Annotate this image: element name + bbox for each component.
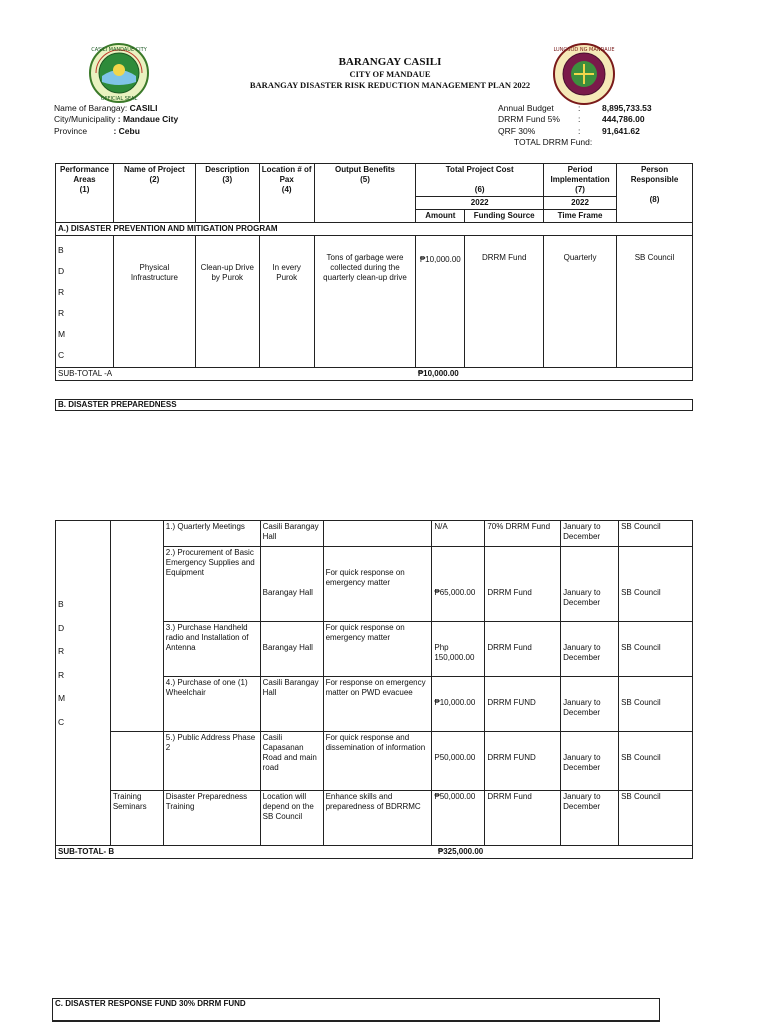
col-performance-areas: Performance Areas (1) bbox=[56, 164, 114, 223]
section-a-title: A.) DISASTER PREVENTION AND MITIGATION PROGRAM bbox=[56, 223, 693, 236]
row5-fund: DRRM FUND bbox=[485, 732, 561, 791]
annual-budget-value: 8,895,733.53 bbox=[602, 103, 652, 113]
row4-loc: Casili Barangay Hall bbox=[260, 677, 323, 732]
col-person-responsible: Person Responsible (8) bbox=[617, 164, 693, 223]
col-description: Description (3) bbox=[195, 164, 259, 223]
mandaue-city-seal-logo bbox=[552, 42, 616, 106]
row5-desc: 5.) Public Address Phase 2 bbox=[163, 732, 260, 791]
project-description: Clean-up Drive by Purok bbox=[195, 236, 259, 368]
row6-output: Enhance skills and preparedness of BDRRMC bbox=[323, 791, 432, 846]
bdrrmc-letters: B D R R M C bbox=[56, 236, 114, 368]
row6-loc: Location will depend on the SB Council bbox=[260, 791, 323, 846]
row2-fund: DRRM Fund bbox=[485, 547, 561, 622]
row6-fund: DRRM Fund bbox=[485, 791, 561, 846]
row5-period: January to December bbox=[561, 732, 619, 791]
row6-period: January to December bbox=[561, 791, 619, 846]
subtotal-a-value: ₱10,000.00 bbox=[416, 368, 693, 381]
svg-text:LUNGSOD NG MANDAUE: LUNGSOD NG MANDAUE bbox=[553, 47, 615, 53]
row3-fund: DRRM Fund bbox=[485, 622, 561, 677]
row2-person: SB Council bbox=[619, 547, 693, 622]
amount: ₱10,000.00 bbox=[416, 236, 465, 368]
barangay-seal-logo bbox=[88, 42, 150, 104]
province-info: Province : Cebu bbox=[54, 126, 140, 136]
row1-output bbox=[323, 521, 432, 547]
subtotal-b-label: SUB-TOTAL- B bbox=[56, 846, 432, 859]
drrm-fund-label: DRRM Fund 5% bbox=[498, 114, 560, 124]
row2-output: For quick response on emergency matter bbox=[323, 547, 432, 622]
output-benefits: Tons of garbage were collected during the quarterly clean-up drive bbox=[314, 236, 416, 368]
row2-amount: ₱65,000.00 bbox=[432, 547, 485, 622]
subtotal-a-label: SUB-TOTAL -A bbox=[56, 368, 416, 381]
row5-person: SB Council bbox=[619, 732, 693, 791]
row6-person: SB Council bbox=[619, 791, 693, 846]
section-a-table: Performance Areas (1) Name of Project (2) Description (3) Location # of Pax (4) Output Benefits (5) Total Project Cost (6) Period Implementation (7) Person Responsible (8) 2022 2022 Amount Funding Source Time Frame A.) DISASTER PREVENTION AND MITIGATION PROGRAM B D R R M C Physical Infrastructure Clean-up Drive by Purok In every Purok Tons of garbage were collected during the quarterly clean-up drive ₱10,000.00 DRRM Fund Quarterly SB Council SUB-TOTAL -A ₱10,000.00 bbox=[55, 163, 693, 381]
row4-period: January to December bbox=[561, 677, 619, 732]
city-subtitle: CITY OF MANDAUE bbox=[349, 69, 431, 79]
total-drrm-label: TOTAL DRRM Fund: bbox=[514, 137, 593, 147]
row1-period: January to December bbox=[561, 521, 619, 547]
section-b-table bbox=[55, 520, 693, 859]
row3-output: For quick response on emergency matter bbox=[323, 622, 432, 677]
row4-desc: 4.) Purchase of one (1) Wheelchair bbox=[163, 677, 260, 732]
row1-amount: N/A bbox=[432, 521, 485, 547]
col-funding-source: Funding Source bbox=[465, 210, 544, 223]
row2-desc: 2.) Procurement of Basic Emergency Supplies and Equipment bbox=[163, 547, 260, 622]
document-title: BARANGAY CASILI bbox=[338, 56, 442, 68]
drrm-fund-value: 444,786.00 bbox=[602, 114, 645, 124]
col-output-benefits: Output Benefits (5) bbox=[314, 164, 416, 223]
time-frame: Quarterly bbox=[544, 236, 617, 368]
row4-amount: ₱10,000.00 bbox=[432, 677, 485, 732]
section-c-title: C. DISASTER RESPONSE FUND 30% DRRM FUND bbox=[52, 998, 660, 1022]
project-location: In every Purok bbox=[259, 236, 314, 368]
col-amount: Amount bbox=[416, 210, 465, 223]
row3-amount: Php 150,000.00 bbox=[432, 622, 485, 677]
person-responsible: SB Council bbox=[617, 236, 693, 368]
row1-fund: 70% DRRM Fund bbox=[485, 521, 561, 547]
qrf-value: 91,641.62 bbox=[602, 126, 640, 136]
col-name-of-project: Name of Project (2) bbox=[113, 164, 195, 223]
col-location: Location # of Pax (4) bbox=[259, 164, 314, 223]
row5-output: For quick response and dissemination of information bbox=[323, 732, 432, 791]
svg-text:OFFICIAL SEAL: OFFICIAL SEAL bbox=[100, 96, 138, 102]
row1-person: SB Council bbox=[619, 521, 693, 547]
bdrrmc-letters-b: B D R R M C bbox=[56, 521, 111, 846]
project-name: Physical Infrastructure bbox=[113, 236, 195, 368]
row4-person: SB Council bbox=[619, 677, 693, 732]
row1-loc: Casili Barangay Hall bbox=[260, 521, 323, 547]
project-name-b1 bbox=[110, 521, 163, 732]
col-total-project-cost: Total Project Cost (6) bbox=[416, 164, 544, 197]
qrf-label: QRF 30% bbox=[498, 126, 536, 136]
row5-amount: P50,000.00 bbox=[432, 732, 485, 791]
section-c-divider bbox=[52, 1020, 660, 1021]
subtotal-b-value: ₱325,000.00 bbox=[432, 846, 693, 859]
row6-desc: Disaster Preparedness Training bbox=[163, 791, 260, 846]
row6-project: Training Seminars bbox=[110, 791, 163, 846]
row3-person: SB Council bbox=[619, 622, 693, 677]
row3-loc: Barangay Hall bbox=[260, 622, 323, 677]
row5-loc: Casili Capasanan Road and main road bbox=[260, 732, 323, 791]
row3-period: January to December bbox=[561, 622, 619, 677]
col-time-frame: Time Frame bbox=[544, 210, 617, 223]
row4-output: For response on emergency matter on PWD evacuee bbox=[323, 677, 432, 732]
annual-budget-label: Annual Budget bbox=[498, 103, 554, 113]
row3-desc: 3.) Purchase Handheld radio and Installation of Antenna bbox=[163, 622, 260, 677]
svg-text:CASILI MANDAUE CITY: CASILI MANDAUE CITY bbox=[91, 47, 147, 53]
plan-subtitle: BARANGAY DISASTER RISK REDUCTION MANAGEMENT PLAN 2022 bbox=[249, 80, 531, 90]
col-period: Period Implementation (7) bbox=[544, 164, 617, 197]
row2-period: January to December bbox=[561, 547, 619, 622]
row6-amount: ₱50,000.00 bbox=[432, 791, 485, 846]
section-b-title: B. DISASTER PREPAREDNESS bbox=[55, 399, 693, 411]
row4-fund: DRRM FUND bbox=[485, 677, 561, 732]
funding-source: DRRM Fund bbox=[465, 236, 544, 368]
row2-loc: Barangay Hall bbox=[260, 547, 323, 622]
city-info: City/Municipality : Mandaue City bbox=[54, 114, 179, 124]
barangay-info: Name of Barangay: CASILI bbox=[54, 103, 158, 113]
row1-desc: 1.) Quarterly Meetings bbox=[163, 521, 260, 547]
